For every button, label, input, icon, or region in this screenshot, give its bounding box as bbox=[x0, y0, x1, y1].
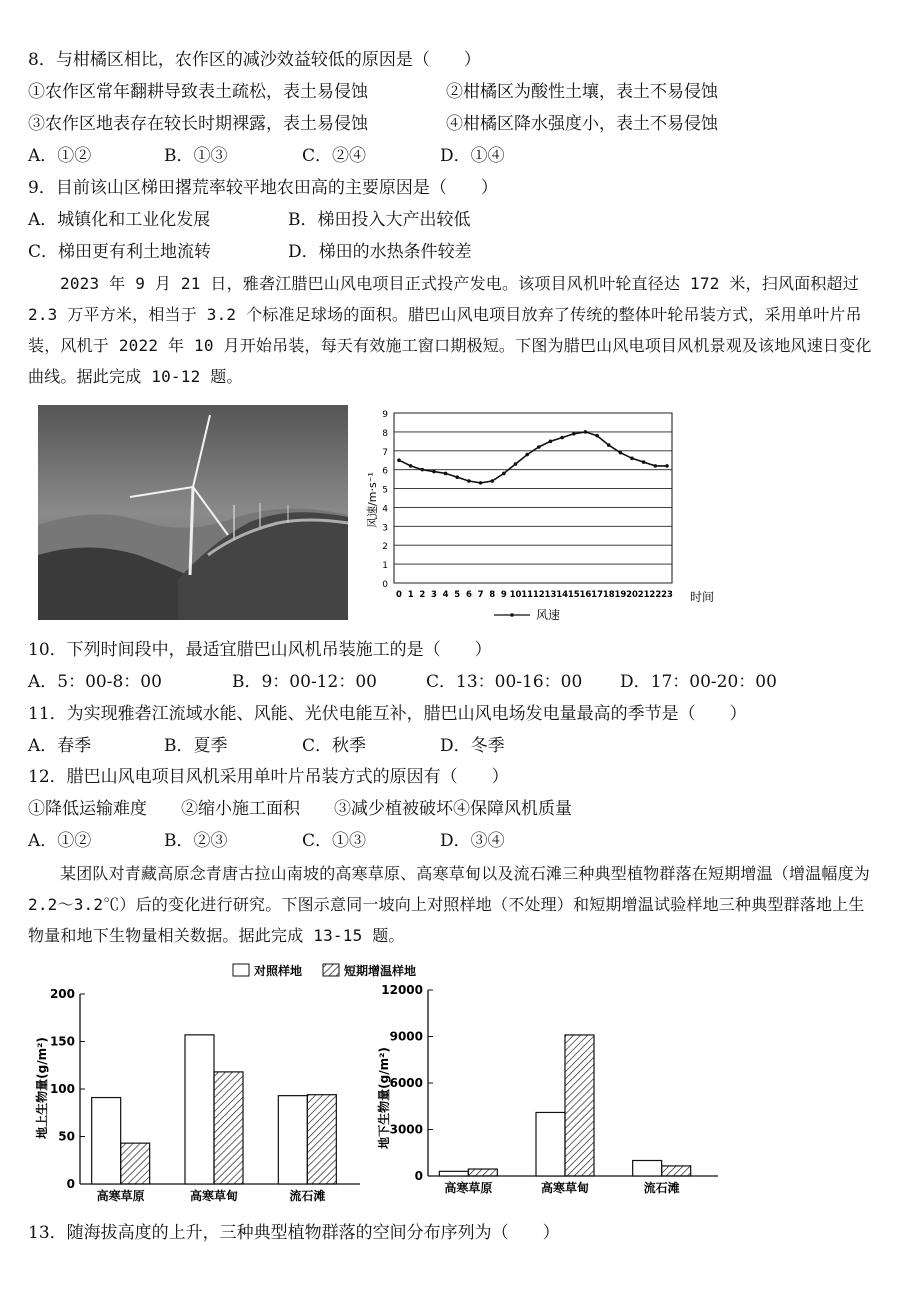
q8-option-b: B．①③ bbox=[164, 146, 228, 166]
q8-stem: 8．与柑橘区相比，农作区的减沙效益较低的原因是（ ） bbox=[28, 50, 481, 70]
wind-data-point bbox=[665, 464, 669, 468]
q10-stem: 10．下列时间段中，最适宜腊巴山风机吊装施工的是（ ） bbox=[28, 640, 492, 660]
wind-y-tick-label: 7 bbox=[382, 447, 388, 458]
wind-data-point bbox=[525, 453, 529, 457]
wind-x-tick-label: 6 bbox=[465, 590, 472, 600]
wind-data-point bbox=[421, 468, 425, 472]
wind-x-tick-label: 12 bbox=[532, 590, 545, 600]
q12-option-c: C．①③ bbox=[302, 831, 367, 851]
wind-x-tick-label: 1 bbox=[407, 590, 414, 600]
legend-control-label: 对照样地 bbox=[254, 964, 303, 978]
wind-x-axis-label: 时间 bbox=[690, 590, 715, 604]
legend-warm-label: 短期增温样地 bbox=[344, 964, 417, 978]
wind-data-point bbox=[455, 475, 459, 479]
wind-data-point bbox=[630, 457, 634, 461]
wind-x-tick-label: 18 bbox=[602, 590, 615, 600]
wind-legend-marker bbox=[510, 613, 514, 617]
wind-data-point bbox=[467, 479, 471, 483]
wind-x-tick-label: 8 bbox=[489, 590, 496, 600]
bar-category-label: 流石滩 bbox=[289, 1189, 326, 1203]
wind-x-tick-label: 2 bbox=[419, 590, 426, 600]
wind-x-tick-label: 9 bbox=[500, 590, 507, 600]
bar-control bbox=[92, 1098, 121, 1184]
q12-statements: ①降低运输难度 ②缩小施工面积 ③减少植被破坏④保障风机质量 bbox=[28, 799, 572, 819]
bar-warm bbox=[662, 1166, 691, 1176]
bar-y-tick-label: 50 bbox=[58, 1129, 75, 1144]
wind-turbine-photo bbox=[38, 405, 348, 620]
q8-statement-3: ③农作区地表存在较长时期裸露，表土易侵蚀 bbox=[28, 114, 368, 134]
wind-data-point bbox=[595, 434, 599, 438]
q9-option-a: A．城镇化和工业化发展 bbox=[28, 210, 211, 230]
q8-statement-4: ④柑橘区降水强度小，表土不易侵蚀 bbox=[446, 114, 718, 134]
bar-y-tick-label: 200 bbox=[49, 987, 75, 1001]
q12-option-a: A．①② bbox=[28, 831, 92, 851]
q8-option-c: C．②④ bbox=[302, 146, 367, 166]
q10-option-d: D．17：00-20：00 bbox=[620, 672, 777, 692]
bar-warm bbox=[468, 1169, 497, 1176]
passage-wind-power: 2023 年 9 月 21 日，雅砻江腊巴山风电项目正式投产发电。该项目风机叶轮直径达 172 米，扫风面积超过 2.3 万平方米，相当于 3.2 个标准足球场的面积。腊巴山风电项目放弃了传统的整体叶轮吊装方式，采用单叶片吊装，风机于 2022 年 10 月开始吊装，每天有效施工窗口期极短。下图为腊巴山风电项目风机景观及该地风速日变化曲线。据此完成 10-12 题。 bbox=[28, 274, 872, 386]
wind-plot-frame bbox=[394, 413, 672, 583]
q8-option-a: A．①② bbox=[28, 146, 92, 166]
wind-x-tick-label: 10 bbox=[509, 590, 522, 600]
wind-data-point bbox=[549, 440, 553, 444]
bar-category-label: 高寒草甸 bbox=[540, 1181, 590, 1195]
wind-x-tick-label: 20 bbox=[626, 590, 638, 600]
q11-option-c: C．秋季 bbox=[302, 736, 367, 756]
wind-x-tick-label: 23 bbox=[661, 590, 673, 600]
bar-y-tick-label: 0 bbox=[66, 1177, 75, 1191]
q8-option-d: D．①④ bbox=[440, 146, 505, 166]
wind-data-point bbox=[584, 430, 588, 434]
wind-x-tick-label: 21 bbox=[637, 590, 650, 600]
wind-y-tick-label: 5 bbox=[382, 485, 388, 496]
q11-stem: 11．为实现雅砻江流域水能、风能、光伏电能互补，腊巴山风电场发电量最高的季节是（ ） bbox=[28, 704, 747, 724]
wind-speed-chart bbox=[362, 405, 715, 627]
wind-x-tick-label: 15 bbox=[567, 590, 580, 600]
biomass-bar-charts bbox=[28, 958, 738, 1203]
bar-category-label: 高寒草甸 bbox=[189, 1189, 239, 1203]
wind-y-tick-label: 0 bbox=[382, 580, 388, 590]
wind-x-tick-label: 16 bbox=[579, 590, 592, 600]
bar-y-tick-label: 0 bbox=[414, 1169, 423, 1183]
bar-warm bbox=[121, 1143, 150, 1184]
wind-y-axis-label: 风速/m·s⁻¹ bbox=[366, 472, 379, 528]
wind-y-tick-label: 4 bbox=[382, 504, 388, 515]
bar-category-label: 高寒草原 bbox=[96, 1189, 145, 1203]
wind-data-point bbox=[397, 458, 401, 462]
wind-data-point bbox=[444, 472, 448, 476]
legend-warm-swatch bbox=[323, 964, 339, 976]
passage-biomass: 某团队对青藏高原念青唐古拉山南坡的高寒草原、高寒草甸以及流石滩三种典型植物群落在短期增温（增温幅度为 2.2～3.2℃）后的变化进行研究。下图示意同一坡向上对照样地（不处理）和短期增温试验样地三种典型群落地上生物量和地下生物量相关数据。据此完成 13-15 题。 bbox=[28, 864, 871, 945]
q11-option-a: A．春季 bbox=[28, 736, 92, 756]
q12-option-b: B．②③ bbox=[164, 831, 228, 851]
bar-control bbox=[536, 1112, 565, 1176]
q12-stem: 12．腊巴山风电项目风机采用单叶片吊装方式的原因有（ ） bbox=[28, 767, 509, 787]
legend-control-swatch bbox=[233, 964, 249, 976]
bar-control bbox=[633, 1161, 662, 1177]
bar-y-tick-label: 9000 bbox=[389, 1029, 423, 1044]
wind-y-tick-label: 3 bbox=[382, 523, 388, 534]
wind-x-tick-label: 14 bbox=[556, 590, 569, 600]
q8-statement-1: ①农作区常年翻耕导致表土疏松，表土易侵蚀 bbox=[28, 82, 368, 102]
wind-x-tick-label: 4 bbox=[442, 590, 449, 600]
wind-y-tick-label: 6 bbox=[382, 466, 388, 477]
q9-stem: 9．目前该山区梯田撂荒率较平地农田高的主要原因是（ ） bbox=[28, 178, 498, 198]
bar-category-label: 高寒草原 bbox=[444, 1181, 493, 1195]
wind-y-tick-label: 1 bbox=[382, 561, 388, 572]
wind-x-tick-label: 5 bbox=[454, 590, 461, 600]
bar-y-tick-label: 12000 bbox=[381, 983, 423, 997]
q9-option-d: D．梯田的水热条件较差 bbox=[288, 242, 472, 262]
q10-option-b: B．9：00-12：00 bbox=[232, 672, 377, 692]
wind-y-tick-label: 9 bbox=[382, 410, 388, 420]
q10-option-c: C．13：00-16：00 bbox=[426, 672, 583, 692]
wind-x-tick-label: 22 bbox=[649, 590, 662, 600]
q9-option-c: C．梯田更有利土地流转 bbox=[28, 242, 212, 262]
wind-data-point bbox=[560, 436, 564, 440]
q9-option-b: B．梯田投入大产出较低 bbox=[288, 210, 471, 230]
right-y-axis-label: 地下生物量(g/m²) bbox=[377, 1047, 391, 1149]
bar-y-tick-label: 3000 bbox=[389, 1122, 423, 1137]
bar-category-label: 流石滩 bbox=[643, 1181, 680, 1195]
wind-data-point bbox=[619, 451, 623, 455]
wind-x-tick-label: 3 bbox=[430, 590, 437, 600]
bar-y-tick-label: 6000 bbox=[389, 1076, 423, 1090]
wind-data-point bbox=[432, 470, 436, 474]
wind-data-point bbox=[572, 432, 576, 436]
wind-x-tick-label: 17 bbox=[591, 590, 604, 600]
wind-y-tick-label: 8 bbox=[382, 428, 388, 439]
wind-data-point bbox=[409, 464, 413, 468]
wind-data-point bbox=[607, 443, 611, 447]
wind-data-point bbox=[502, 472, 506, 476]
bar-control bbox=[185, 1035, 214, 1184]
q8-statement-2: ②柑橘区为酸性土壤，表土不易侵蚀 bbox=[446, 82, 718, 102]
left-y-axis-label: 地上生物量(g/m²) bbox=[35, 1037, 49, 1139]
wind-x-tick-label: 19 bbox=[614, 590, 627, 600]
wind-data-point bbox=[642, 460, 646, 464]
wind-data-point bbox=[537, 445, 541, 449]
wind-x-tick-label: 0 bbox=[396, 590, 402, 600]
q10-option-a: A．5：00-8：00 bbox=[28, 672, 162, 692]
wind-y-tick-label: 2 bbox=[382, 542, 388, 553]
q11-option-b: B．夏季 bbox=[164, 736, 228, 756]
q13-stem: 13．随海拔高度的上升，三种典型植物群落的空间分布序列为（ ） bbox=[28, 1223, 560, 1243]
wind-legend-label: 风速 bbox=[536, 608, 561, 622]
bar-warm bbox=[214, 1072, 243, 1184]
wind-speed-line bbox=[399, 432, 667, 483]
wind-data-point bbox=[654, 464, 658, 468]
bar-warm bbox=[307, 1095, 336, 1184]
bar-control bbox=[439, 1171, 468, 1176]
bar-control bbox=[278, 1096, 307, 1184]
q12-option-d: D．③④ bbox=[440, 831, 505, 851]
wind-x-tick-label: 11 bbox=[521, 590, 534, 600]
bar-warm bbox=[565, 1035, 594, 1176]
wind-data-point bbox=[490, 479, 494, 483]
q11-option-d: D．冬季 bbox=[440, 736, 505, 756]
wind-data-point bbox=[479, 481, 483, 485]
wind-x-tick-label: 13 bbox=[544, 590, 557, 600]
bar-y-tick-label: 100 bbox=[49, 1082, 75, 1096]
wind-x-tick-label: 7 bbox=[477, 590, 484, 600]
wind-data-point bbox=[514, 462, 518, 466]
bar-y-tick-label: 150 bbox=[49, 1034, 75, 1049]
